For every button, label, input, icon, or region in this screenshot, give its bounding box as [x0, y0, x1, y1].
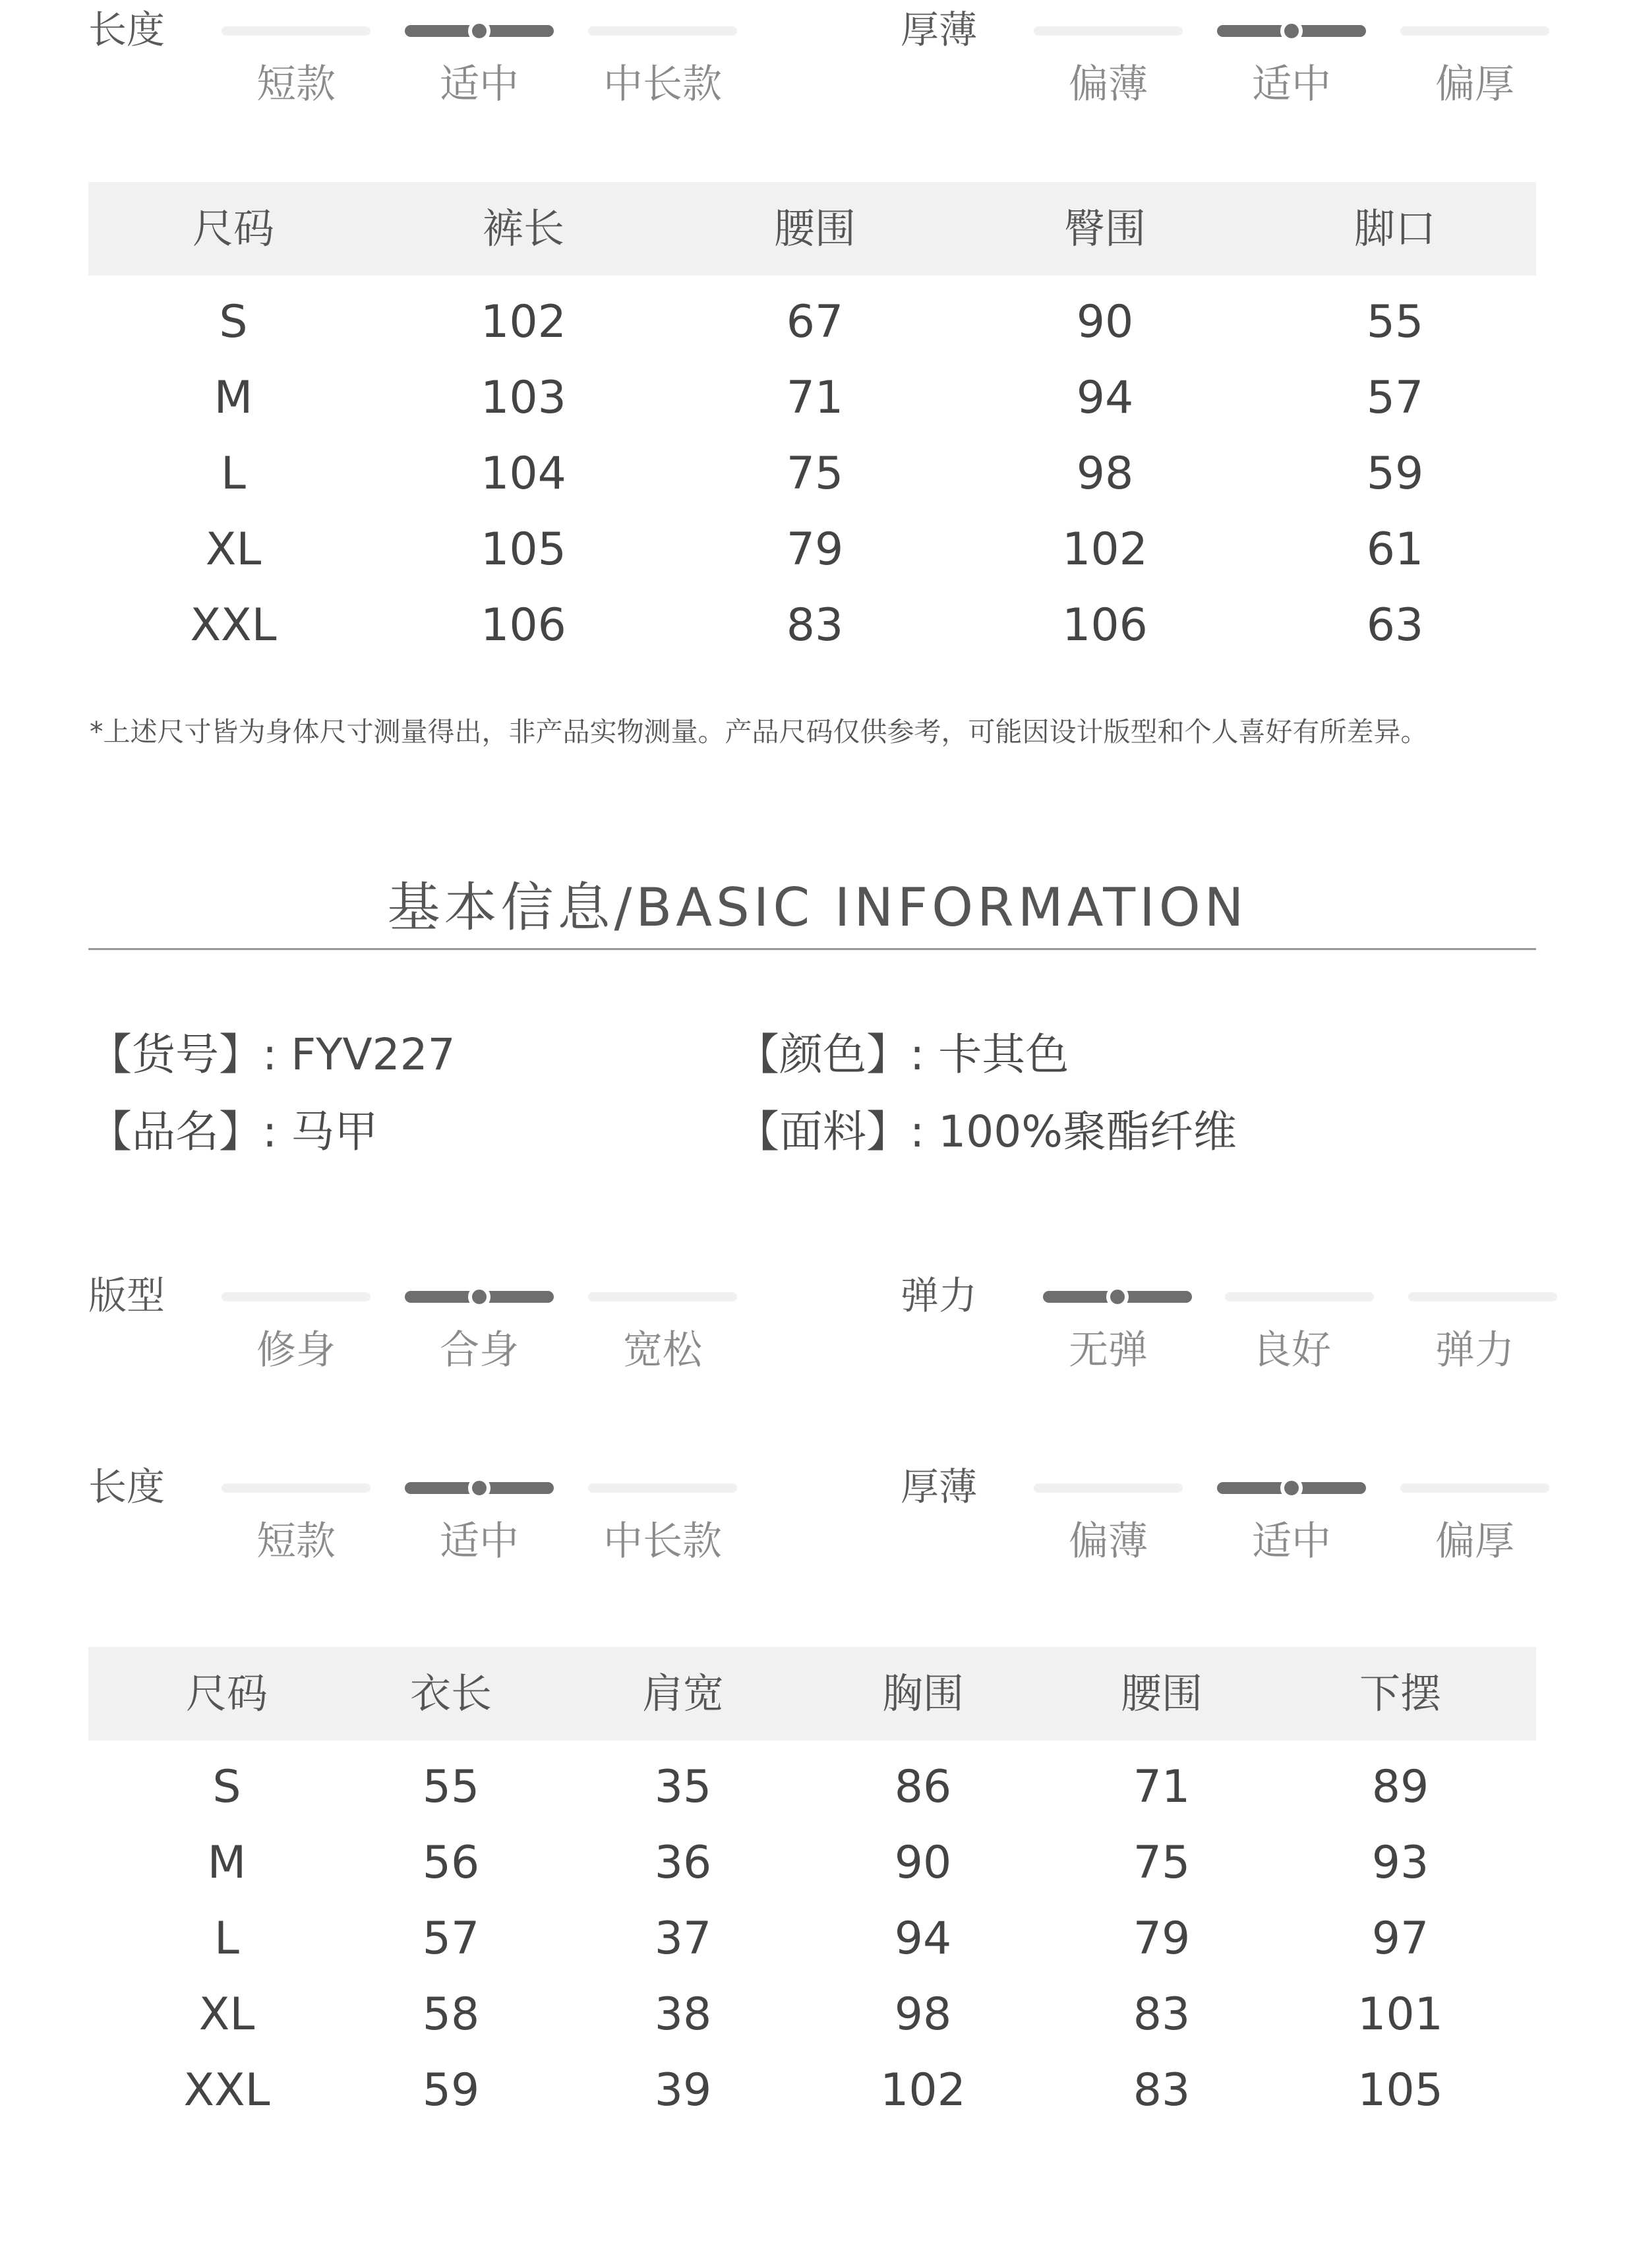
table-row	[88, 2052, 1536, 2128]
cell-size: XXL	[190, 599, 277, 651]
section-divider	[88, 948, 1536, 950]
rating-option: 无弹	[1069, 1327, 1148, 1373]
info-name: 【品名】: 马甲	[88, 1106, 378, 1157]
rating-fit	[88, 1272, 820, 1385]
cell-size: M	[214, 372, 253, 424]
rating-length	[88, 1464, 820, 1576]
cell-size: XXL	[183, 2064, 270, 2116]
rating-bar	[588, 1292, 737, 1301]
cell-value: 38	[654, 1988, 712, 2041]
rating-bar	[1034, 1483, 1183, 1493]
cell-value: 71	[1133, 1761, 1191, 1813]
cell-value: 106	[1062, 599, 1148, 651]
cell-value: 94	[894, 1913, 952, 1965]
cell-size: S	[219, 296, 248, 348]
cell-value: 35	[654, 1761, 712, 1813]
rating-option: 适中	[440, 61, 519, 107]
cell-value: 102	[481, 296, 566, 348]
size-note: *上述尺寸皆为身体尺寸测量得出，非产品实物测量。产品尺码仅供参考，可能因设计版型和个人喜好有所差异。	[90, 716, 1428, 748]
rating-option: 偏薄	[1069, 61, 1148, 107]
rating-option: 弹力	[1435, 1327, 1514, 1373]
rating-label: 厚薄	[901, 1464, 978, 1509]
cell-value: 90	[894, 1837, 952, 1889]
header-hem: 脚口	[1353, 204, 1436, 253]
cell-value: 55	[422, 1761, 480, 1813]
rating-option: 良好	[1252, 1327, 1331, 1373]
rating-option: 修身	[256, 1327, 336, 1373]
rating-length-top	[88, 7, 820, 119]
rating-option: 偏薄	[1069, 1518, 1148, 1565]
cell-value: 98	[894, 1988, 952, 2041]
table-header	[88, 182, 1536, 276]
table-row	[88, 436, 1536, 512]
header-pants-length: 裤长	[482, 204, 564, 253]
table-row	[88, 1749, 1536, 1825]
rating-label: 长度	[88, 7, 165, 52]
cell-value: 94	[1076, 372, 1134, 424]
cell-value: 83	[1133, 1988, 1191, 2041]
cell-value: 90	[1076, 296, 1134, 348]
cell-value: 93	[1371, 1837, 1429, 1889]
info-color: 【颜色】: 卡其色	[736, 1029, 1069, 1080]
cell-value: 75	[786, 448, 844, 500]
rating-bar-selected	[1043, 1291, 1192, 1303]
cell-value: 57	[422, 1913, 480, 1965]
header-size: 尺码	[192, 204, 274, 253]
cell-value: 106	[481, 599, 566, 651]
rating-label: 厚薄	[901, 7, 978, 52]
cell-value: 89	[1371, 1761, 1429, 1813]
cell-value: 55	[1366, 296, 1424, 348]
cell-value: 75	[1133, 1837, 1191, 1889]
rating-dot-icon	[1280, 1477, 1303, 1499]
header-length: 衣长	[409, 1669, 492, 1717]
cell-value: 105	[1357, 2064, 1443, 2116]
cell-value: 57	[1366, 372, 1424, 424]
rating-option: 偏厚	[1435, 61, 1514, 107]
table-row	[88, 1901, 1536, 1977]
cell-value: 83	[1133, 2064, 1191, 2116]
rating-dot-icon	[468, 1477, 490, 1499]
cell-value: 59	[1366, 448, 1424, 500]
header-waist: 腰围	[1120, 1669, 1203, 1717]
rating-bar-selected	[405, 25, 554, 37]
cell-value: 67	[786, 296, 844, 348]
section-title-basic-info: 基本信息/BASIC INFORMATION	[387, 877, 1248, 938]
rating-bar-selected	[405, 1482, 554, 1494]
cell-value: 104	[481, 448, 566, 500]
pants-size-table	[88, 182, 1536, 670]
table-row	[88, 512, 1536, 587]
cell-value: 37	[654, 1913, 712, 1965]
rating-option: 适中	[1252, 61, 1331, 107]
rating-option: 合身	[440, 1327, 519, 1373]
table-row	[88, 587, 1536, 663]
rating-elasticity	[901, 1272, 1632, 1385]
rating-bar	[1034, 26, 1183, 36]
rating-option: 短款	[256, 1518, 336, 1565]
rating-label: 弹力	[901, 1273, 978, 1318]
rating-thickness-top	[901, 7, 1632, 119]
cell-value: 105	[481, 523, 566, 576]
cell-size: XL	[198, 1988, 255, 2041]
rating-bar	[222, 1483, 371, 1493]
rating-bar-selected	[1217, 25, 1366, 37]
info-item-no: 【货号】: FYV227	[88, 1029, 456, 1080]
rating-bar	[588, 1483, 737, 1493]
rating-bar	[588, 26, 737, 36]
rating-bar	[222, 1292, 371, 1301]
rating-bar-selected	[405, 1291, 554, 1303]
rating-thickness	[901, 1464, 1632, 1576]
cell-size: M	[207, 1837, 247, 1889]
cell-value: 39	[654, 2064, 712, 2116]
table-row	[88, 284, 1536, 360]
cell-size: L	[214, 1913, 239, 1965]
rating-bar	[1400, 26, 1549, 36]
cell-value: 102	[880, 2064, 966, 2116]
header-chest: 胸围	[881, 1669, 964, 1717]
cell-size: XL	[205, 523, 262, 576]
header-waist: 腰围	[773, 204, 856, 253]
table-row	[88, 1825, 1536, 1901]
cell-value: 79	[1133, 1913, 1191, 1965]
rating-dot-icon	[1106, 1286, 1129, 1308]
cell-value: 56	[422, 1837, 480, 1889]
header-hip: 臀围	[1063, 204, 1146, 253]
header-size: 尺码	[185, 1669, 268, 1717]
cell-value: 83	[786, 599, 844, 651]
cell-value: 36	[654, 1837, 712, 1889]
header-shoulder: 肩宽	[641, 1669, 724, 1717]
rating-option: 短款	[256, 61, 336, 107]
rating-option: 中长款	[603, 61, 722, 107]
vest-size-table	[88, 1647, 1536, 2135]
cell-value: 101	[1357, 1988, 1443, 2041]
cell-value: 63	[1366, 599, 1424, 651]
rating-bar-selected	[1217, 1482, 1366, 1494]
header-hem: 下摆	[1359, 1669, 1441, 1717]
rating-option: 适中	[440, 1518, 519, 1565]
rating-label: 版型	[88, 1273, 165, 1318]
rating-label: 长度	[88, 1464, 165, 1509]
rating-dot-icon	[1280, 20, 1303, 42]
cell-size: L	[221, 448, 246, 500]
cell-value: 102	[1062, 523, 1148, 576]
cell-value: 79	[786, 523, 844, 576]
table-row	[88, 360, 1536, 436]
cell-value: 97	[1371, 1913, 1429, 1965]
cell-value: 98	[1076, 448, 1134, 500]
cell-value: 61	[1366, 523, 1424, 576]
rating-option: 偏厚	[1435, 1518, 1514, 1565]
cell-value: 86	[894, 1761, 952, 1813]
rating-dot-icon	[468, 20, 490, 42]
rating-bar	[222, 26, 371, 36]
cell-value: 71	[786, 372, 844, 424]
rating-option: 中长款	[603, 1518, 722, 1565]
rating-option: 宽松	[623, 1327, 702, 1373]
info-fabric: 【面料】: 100%聚酯纤维	[736, 1106, 1237, 1157]
rating-option: 适中	[1252, 1518, 1331, 1565]
cell-value: 59	[422, 2064, 480, 2116]
cell-value: 103	[481, 372, 566, 424]
table-header	[88, 1647, 1536, 1741]
rating-bar	[1408, 1292, 1557, 1301]
table-row	[88, 1977, 1536, 2052]
cell-size: S	[212, 1761, 241, 1813]
cell-value: 58	[422, 1988, 480, 2041]
rating-dot-icon	[468, 1286, 490, 1308]
rating-bar	[1225, 1292, 1374, 1301]
rating-bar	[1400, 1483, 1549, 1493]
